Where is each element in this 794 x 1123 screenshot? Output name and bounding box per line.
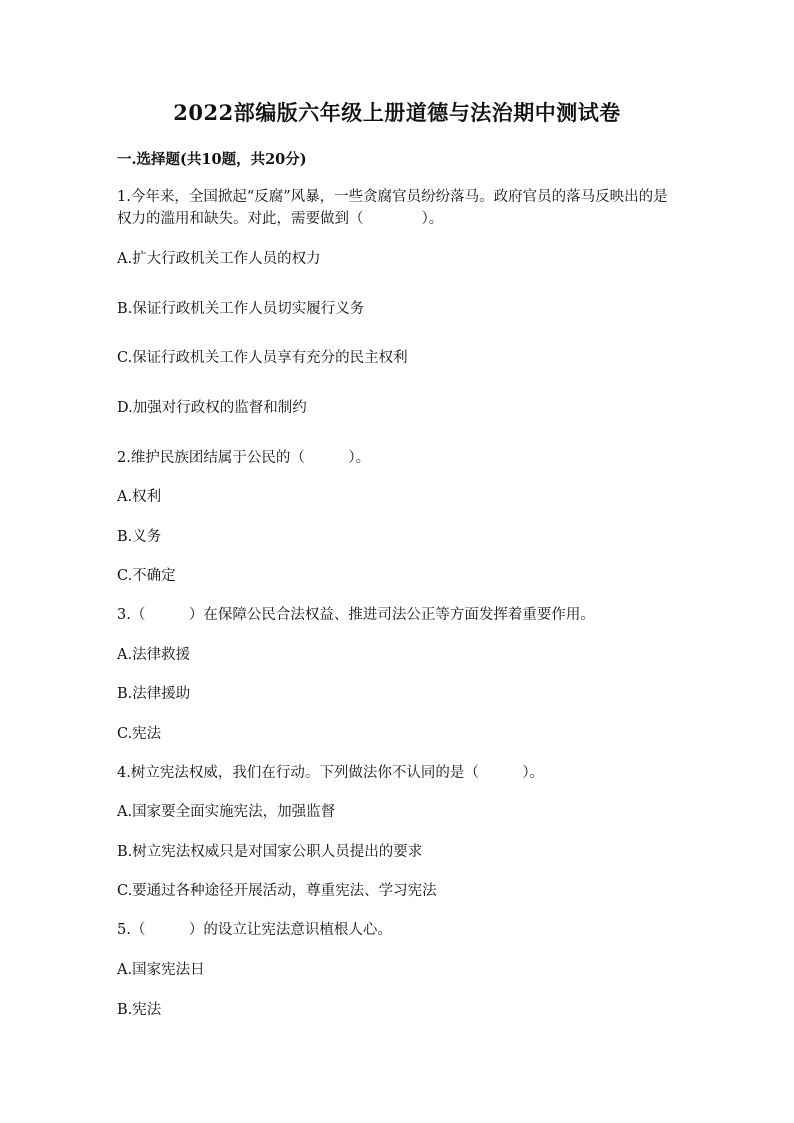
question-1-option-d: D.加强对行政权的监督和制约 <box>117 400 307 416</box>
question-2-option-c: C.不确定 <box>117 568 176 584</box>
question-5-stem: 5.（ ）的设立让宪法意识植根人心。 <box>117 922 392 938</box>
question-1-stem: 1.今年来，全国掀起“反腐”风暴，一些贪腐官员纷纷落马。政府官员的落马反映出的是权力的滥用和缺失。对此，需要做到（ ）。 <box>117 189 668 227</box>
question-3-option-c: C.宪法 <box>117 726 162 742</box>
page-title: 2022部编版六年级上册道德与法治期中测试卷 <box>173 100 621 125</box>
question-2-stem: 2.维护民族团结属于公民的（ ）。 <box>117 450 371 466</box>
question-4-option-c: C.要通过各种途径开展活动，尊重宪法、学习宪法 <box>117 883 437 899</box>
question-4-option-b: B.树立宪法权威只是对国家公职人员提出的要求 <box>117 844 423 860</box>
question-1-option-c: C.保证行政机关工作人员享有充分的民主权利 <box>117 350 408 366</box>
question-1-option-a: A.扩大行政机关工作人员的权力 <box>117 251 321 267</box>
question-2-option-a: A.权利 <box>117 489 162 505</box>
question-3-option-a: A.法律救援 <box>117 647 191 663</box>
question-2-option-b: B.义务 <box>117 529 162 545</box>
question-5-option-b: B.宪法 <box>117 1002 162 1018</box>
section-heading: 一.选择题(共10题，共20分) <box>117 151 307 168</box>
question-4-stem: 4.树立宪法权威，我们在行动。下列做法你不认同的是（ ）。 <box>117 765 545 781</box>
question-5-option-a: A.国家宪法日 <box>117 962 205 978</box>
question-3-stem: 3.（ ）在保障公民合法权益、推进司法公正等方面发挥着重要作用。 <box>117 607 595 623</box>
question-3-option-b: B.法律援助 <box>117 686 191 702</box>
question-1-option-b: B.保证行政机关工作人员切实履行义务 <box>117 301 365 317</box>
question-4-option-a: A.国家要全面实施宪法，加强监督 <box>117 804 336 820</box>
